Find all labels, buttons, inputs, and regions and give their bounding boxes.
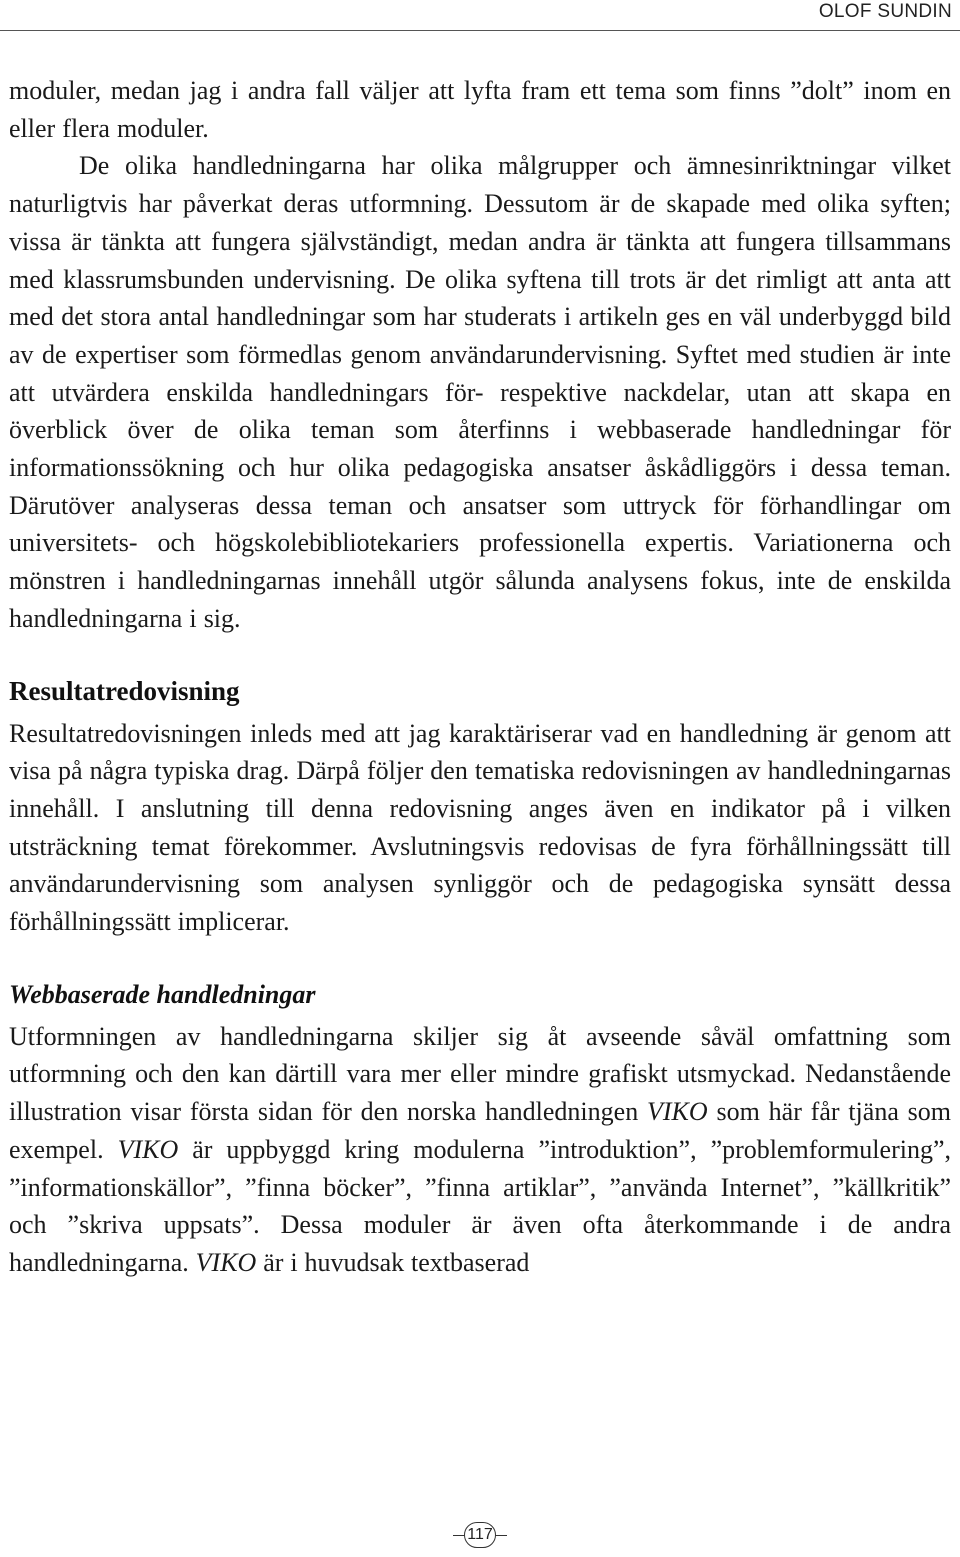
page-body — [9, 72, 951, 1282]
body-paragraph-aims: De olika handledningarna har olika målgrupper och ämnesinriktningar vilket naturligtvis har påverkat deras utformning. Dessutom är de skapade med olika syften; vissa är tänkta att fungera självständigt, medan andra är tänkta att fungera tillsammans med klassrumsbunden undervisning. De olika syftena till trots är det rimligt att anta att med det stora antal handledningar som har studerats i artikeln ges en väl underbyggd bild av de expertiser som förmedlas genom användarundervisning. Syftet med studien är inte att utvärdera enskilda handledningars för- respektive nackdelar, utan att skapa en överblick över de olika teman som återfinns i webbaserade handledningar för informationssökning och hur olika pedagogiska ansatser åskådliggörs i dessa teman. Därutöver analyseras dessa teman och ansatser som uttryck för förhandlingar om universitets- och högskolebibliotekariers professionella expertis. Variationerna och mönstren i handledningarnas innehåll utgör sålunda analysens fokus, inte de enskilda handledningarna i sig. — [9, 151, 951, 633]
running-head-author: OLOF SUNDIN — [818, 1, 952, 22]
viko-title: VIKO — [195, 1247, 257, 1277]
viko-text-segment: som här får tjäna som exempel. — [9, 1097, 952, 1164]
subsection-heading-webbaserade: Webbaserade handledningar — [9, 979, 316, 1009]
section-heading-resultatredovisning: Resultatredovisning — [9, 675, 240, 706]
page-number: 117 — [464, 1522, 496, 1548]
running-head — [0, 0, 960, 31]
viko-title: VIKO — [117, 1134, 179, 1164]
viko-text-segment: är uppbyggd kring modulerna ”introduktion”, ”problemformulering”, ”informationskällor”, ”finna böcker”, ”finna artiklar”, ”använda Internet”, ”källkritik” och ”skriva uppsats”. Dessa moduler är även ofta återkommande i de andra handledningarna. — [9, 1134, 951, 1277]
body-paragraph-results-intro: Resultatredovisningen inleds med att jag karaktäriserar vad en handledning är genom att visa på några typiska drag. Därpå följer den tematiska redovisningen av handledningarnas innehåll. I anslutning till denna redovisning anges även en indikator på i vilken utsträckning temat förekommer. Avslutningsvis redovisas de fyra förhållningssätt till användarundervisning som analysen synliggör och de pedagogiska synsätt dessa förhållningssätt implicerar. — [9, 718, 951, 937]
body-paragraph-continued: moduler, medan jag i andra fall väljer att lyfta fram ett tema som finns ”dolt” inom en eller flera moduler. — [9, 76, 951, 143]
viko-title: VIKO — [647, 1097, 708, 1127]
page-footer — [0, 1520, 960, 1550]
viko-text-segment: är i huvudsak textbaserad — [256, 1247, 530, 1277]
viko-text-segment: Utformningen av handledningarna skiljer sig åt avseende såväl omfattning som utformning och den kan därtill vara mer eller mindre grafiskt utsmyckad. Nedanstående illustration visar första sidan för den norska handledningen — [9, 1021, 951, 1127]
body-paragraph-viko — [9, 1018, 951, 1282]
